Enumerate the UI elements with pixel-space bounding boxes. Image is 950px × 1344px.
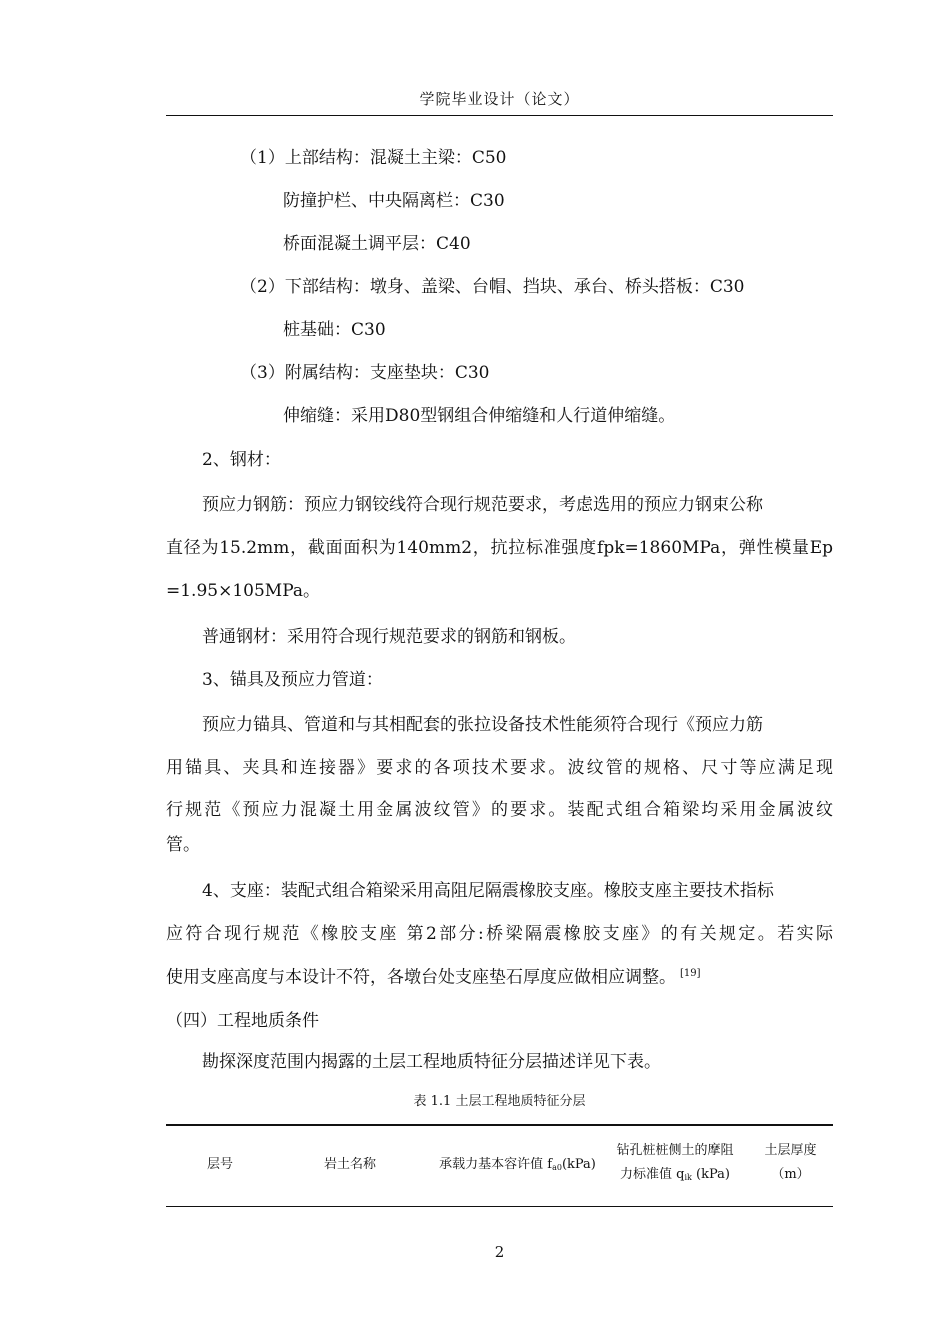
- table-header-rock-name: 岩土名称: [323, 1157, 376, 1172]
- paragraph-line: 桩基础：C30: [283, 320, 386, 340]
- page-number: 2: [494, 1243, 505, 1261]
- table-header-bearing-capacity: [430, 1153, 605, 1180]
- page-header: 学院毕业设计（论文）: [166, 88, 833, 116]
- paragraph-line: 4、支座：装配式组合箱梁采用高阻尼隔震橡胶支座。橡胶支座主要技术指标: [202, 881, 774, 901]
- paragraph-line: 桥面混凝土调平层：C40: [283, 234, 471, 254]
- header-text: 钻孔桩桩侧土的摩阻: [616, 1143, 734, 1158]
- table-header-thickness: [748, 1139, 833, 1187]
- section-heading: 3、锚具及预应力管道：: [202, 670, 383, 690]
- header-text: (kPa): [691, 1167, 730, 1182]
- section-heading: 2、钢材：: [202, 450, 281, 470]
- paragraph-line: =1.95×105MPa。: [166, 581, 321, 601]
- header-text: 承载力基本容许值 f: [439, 1157, 553, 1172]
- table-header-rule: [166, 1206, 833, 1207]
- header-text: [605, 1163, 745, 1190]
- citation-mark: [19]: [680, 968, 701, 979]
- paragraph-line: 应符合现行规范《橡胶支座 第2部分:桥梁隔震橡胶支座》的有关规定。若实际: [166, 924, 833, 944]
- header-subscript: a0: [552, 1163, 562, 1172]
- header-text: 力标准值 q: [620, 1167, 685, 1182]
- paragraph-text: 使用支座高度与本设计不符，各墩台处支座垫石厚度应做相应调整。: [166, 967, 676, 988]
- header-text: 土层厚度: [764, 1143, 817, 1158]
- table-top-rule: [166, 1124, 833, 1126]
- table-caption: 表 1.1 土层工程地质特征分层: [413, 1094, 586, 1109]
- paragraph-line: （2）下部结构：墩身、盖梁、台帽、挡块、承台、桥头搭板：C30: [240, 277, 745, 297]
- table-header-friction: [605, 1139, 745, 1190]
- paragraph-line: [166, 963, 701, 989]
- paragraph-line: 预应力钢筋：预应力钢铰线符合现行规范要求，考虑选用的预应力钢束公称: [202, 495, 763, 515]
- paragraph-line: 行规范《预应力混凝土用金属波纹管》的要求。装配式组合箱梁均采用金属波纹: [166, 800, 833, 820]
- table-header-layer: 层号: [206, 1157, 233, 1172]
- paragraph-line: 直径为15.2mm，截面面积为140mm2，抗拉标准强度fpk=1860MPa，弹性模量Ep: [166, 538, 833, 558]
- paragraph-line: 预应力锚具、管道和与其相配套的张拉设备技术性能须符合现行《预应力筋: [202, 715, 763, 735]
- section-heading: （四）工程地质条件: [166, 1011, 319, 1031]
- paragraph-line: 勘探深度范围内揭露的土层工程地质特征分层描述详见下表。: [202, 1052, 661, 1072]
- paragraph-line: 伸缩缝：采用D80型钢组合伸缩缝和人行道伸缩缝。: [283, 406, 676, 426]
- paragraph-line: 用锚具、夹具和连接器》要求的各项技术要求。波纹管的规格、尺寸等应满足现: [166, 758, 833, 778]
- paragraph-line: 管。: [166, 835, 200, 855]
- header-text: （m）: [771, 1167, 810, 1182]
- paragraph-line: （1）上部结构：混凝土主梁：C50: [240, 148, 507, 168]
- paragraph-line: 防撞护栏、中央隔离栏：C30: [283, 191, 505, 211]
- header-text: (kPa): [561, 1157, 596, 1172]
- paragraph-line: 普通钢材：采用符合现行规范要求的钢筋和钢板。: [202, 627, 576, 647]
- paragraph-line: （3）附属结构：支座垫块：C30: [240, 363, 490, 383]
- header-subscript: ik: [684, 1173, 692, 1182]
